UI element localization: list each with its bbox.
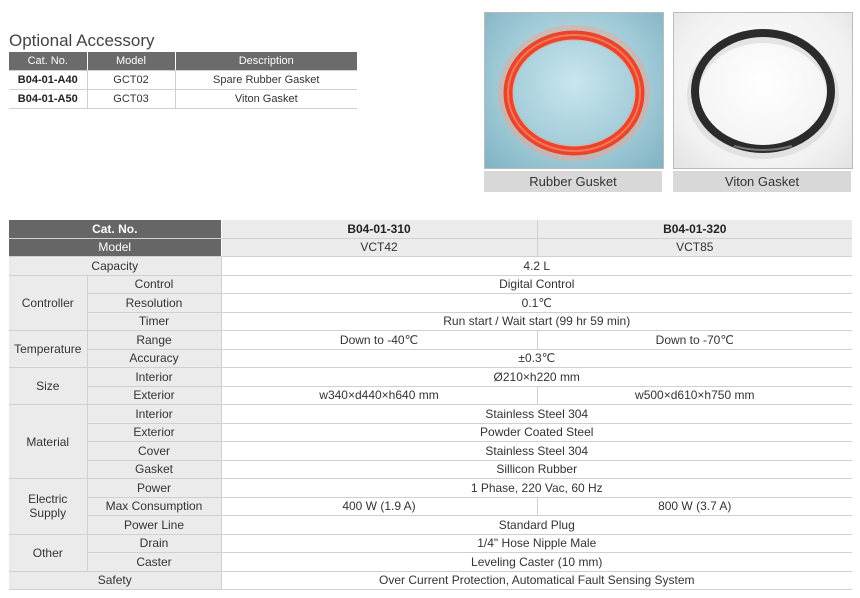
spec-capacity-label: Capacity [9, 257, 221, 276]
spec-power-label: Power [87, 479, 221, 498]
spec-max-consumption-b: 800 W (3.7 A) [537, 497, 852, 516]
spec-resolution-value: 0.1℃ [221, 294, 852, 313]
spec-resolution-label: Resolution [87, 294, 221, 313]
spec-timer-value: Run start / Wait start (99 hr 59 min) [221, 312, 852, 331]
spec-material-interior-label: Interior [87, 405, 221, 424]
spec-safety-value: Over Current Protection, Automatical Fault Sensing System [221, 571, 852, 590]
table-row [9, 516, 852, 535]
spec-accuracy-label: Accuracy [87, 349, 221, 368]
table-row [9, 442, 852, 461]
spec-range-a: Down to -40℃ [221, 331, 537, 350]
table-row [9, 275, 852, 294]
table-row [9, 405, 852, 424]
spec-electric-group [9, 479, 87, 535]
viton-gasket-photo [673, 12, 853, 169]
spec-cat-label: Cat. No. [9, 220, 221, 238]
spec-material-interior-value: Stainless Steel 304 [221, 405, 852, 424]
spec-timer-label: Timer [87, 312, 221, 331]
spec-model-label: Model [9, 238, 221, 257]
accessory-title: Optional Accessory [9, 31, 155, 50]
spec-size-interior-label: Interior [87, 368, 221, 387]
spec-gasket-label: Gasket [87, 460, 221, 479]
spec-material-exterior-value: Powder Coated Steel [221, 423, 852, 442]
spec-material-group: Material [9, 405, 87, 479]
spec-range-b: Down to -70℃ [537, 331, 852, 350]
spec-cat-b: B04-01-320 [537, 220, 852, 238]
table-row [9, 460, 852, 479]
spec-size-exterior-a: w340×d440×h640 mm [221, 386, 537, 405]
table-row [9, 312, 852, 331]
table-row [9, 423, 852, 442]
spec-control-label: Control [87, 275, 221, 294]
spec-electric-label-1: Electric [28, 492, 68, 507]
table-row [9, 220, 852, 238]
spec-drain-label: Drain [87, 534, 221, 553]
accessory-header-model: Model [87, 52, 175, 71]
viton-gasket-caption: Viton Gasket [673, 171, 851, 192]
spec-cover-label: Cover [87, 442, 221, 461]
spec-model-b: VCT85 [537, 238, 852, 257]
accessory-model: GCT02 [87, 71, 175, 90]
accessory-cat-no: B04-01-A40 [9, 71, 87, 90]
accessory-description: Spare Rubber Gasket [175, 71, 357, 90]
table-row [9, 257, 852, 276]
accessory-header-cat: Cat. No. [9, 52, 87, 71]
table-row [9, 71, 357, 90]
spec-control-value: Digital Control [221, 275, 852, 294]
table-row [9, 238, 852, 257]
spec-cat-a: B04-01-310 [221, 220, 537, 238]
spec-gasket-value: Sillicon Rubber [221, 460, 852, 479]
table-row [9, 479, 852, 498]
accessory-model: GCT03 [87, 90, 175, 109]
spec-power-line-label: Power Line [87, 516, 221, 535]
rubber-gasket-photo [484, 12, 664, 169]
table-row [9, 553, 852, 572]
spec-caster-value: Leveling Caster (10 mm) [221, 553, 852, 572]
spec-power-value: 1 Phase, 220 Vac, 60 Hz [221, 479, 852, 498]
spec-cover-value: Stainless Steel 304 [221, 442, 852, 461]
spec-electric-label-2: Supply [29, 506, 67, 521]
table-row [9, 497, 852, 516]
spec-size-interior-value: Ø210×h220 mm [221, 368, 852, 387]
rubber-gasket-caption: Rubber Gusket [484, 171, 662, 192]
spec-temperature-group: Temperature [9, 331, 87, 368]
table-row [9, 571, 852, 590]
spec-capacity-value: 4.2 L [221, 257, 852, 276]
spec-size-exterior-label: Exterior [87, 386, 221, 405]
spec-size-exterior-b: w500×d610×h750 mm [537, 386, 852, 405]
spec-safety-label: Safety [9, 571, 221, 590]
accessory-table [9, 52, 357, 109]
accessory-cat-no: B04-01-A50 [9, 90, 87, 109]
spec-other-group: Other [9, 534, 87, 571]
spec-accuracy-value: ±0.3℃ [221, 349, 852, 368]
spec-table [9, 220, 852, 590]
table-row [9, 534, 852, 553]
spec-max-consumption-label: Max Consumption [87, 497, 221, 516]
table-row [9, 349, 852, 368]
spec-power-line-value: Standard Plug [221, 516, 852, 535]
spec-drain-value: 1/4" Hose Nipple Male [221, 534, 852, 553]
spec-max-consumption-a: 400 W (1.9 A) [221, 497, 537, 516]
spec-model-a: VCT42 [221, 238, 537, 257]
accessory-description: Viton Gasket [175, 90, 357, 109]
spec-range-label: Range [87, 331, 221, 350]
accessory-header-row [9, 52, 357, 71]
table-row [9, 90, 357, 109]
table-row [9, 386, 852, 405]
table-row [9, 368, 852, 387]
spec-controller-group: Controller [9, 275, 87, 331]
spec-material-exterior-label: Exterior [87, 423, 221, 442]
table-row [9, 331, 852, 350]
spec-size-group: Size [9, 368, 87, 405]
table-row [9, 294, 852, 313]
spec-caster-label: Caster [87, 553, 221, 572]
accessory-header-description: Description [175, 52, 357, 71]
